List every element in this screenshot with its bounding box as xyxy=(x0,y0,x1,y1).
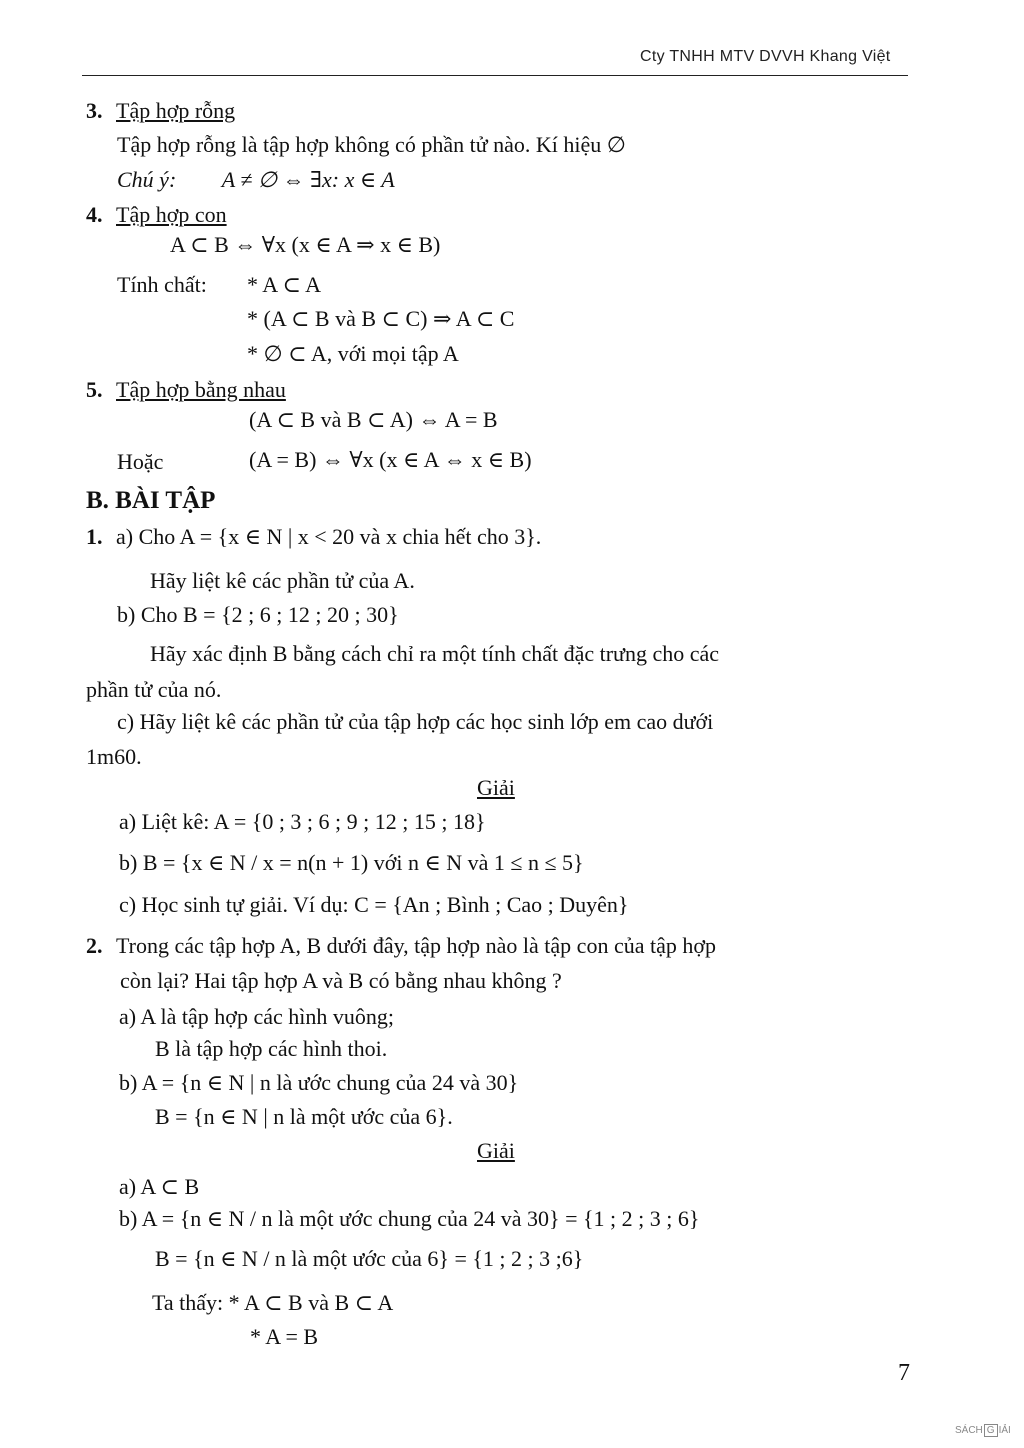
exercise-2-solution-b: b) A = {n ∈ N / n là một ước chung của 24 và 30} = {1 ; 2 ; 3 ; 6} xyxy=(119,1206,700,1231)
section-5-alt-definition: (A = B) ⇔ ∀x (x ∈ A ⇔ x ∈ B) xyxy=(249,447,532,472)
exercise-2-part-a: a) A là tập hợp các hình vuông; xyxy=(119,1004,394,1029)
section-4-property-1: * A ⊂ A xyxy=(247,272,322,297)
section-number: 5. xyxy=(86,377,103,402)
exercise-number: 1. xyxy=(86,524,103,549)
exercise-1-part-b: b) Cho B = {2 ; 6 ; 12 ; 20 ; 30} xyxy=(117,602,399,627)
logo-text-left: SÁCH xyxy=(955,1425,983,1436)
note-label: Chú ý: xyxy=(117,167,177,192)
section-4-definition: A ⊂ B ⇔ ∀x (x ∈ A ⇒ x ∈ B) xyxy=(170,232,441,257)
exercise-text: Trong các tập hợp A, B dưới đây, tập hợp nào là tập con của tập hợp xyxy=(116,933,716,958)
section-5-definition: (A ⊂ B và B ⊂ A) ⇔ A = B xyxy=(249,407,498,432)
section-3-heading xyxy=(86,97,235,125)
exercises-heading: B. BÀI TẬP xyxy=(86,487,216,514)
exercise-1-solution-c: c) Học sinh tự giải. Ví dụ: C = {An ; Bình ; Cao ; Duyên} xyxy=(119,892,629,917)
section-title: Tập hợp con xyxy=(116,202,227,227)
section-3-definition: Tập hợp rỗng là tập hợp không có phần tử nào. Kí hiệu ∅ xyxy=(117,132,626,157)
section-4-property-2: * (A ⊂ B và B ⊂ C) ⇒ A ⊂ C xyxy=(247,306,515,331)
exercise-1-solution-a: a) Liệt kê: A = {0 ; 3 ; 6 ; 9 ; 12 ; 15 ; 18} xyxy=(119,809,486,834)
exercise-2-solution-a: a) A ⊂ B xyxy=(119,1174,200,1199)
exercise-2-part-a-line-2: B là tập hợp các hình thoi. xyxy=(155,1036,388,1061)
exercise-1-part-a xyxy=(86,523,541,551)
logo-text-mid: G xyxy=(984,1424,998,1437)
exercise-2-solution-b-line-4: * A = B xyxy=(250,1324,319,1349)
header-publisher: Cty TNHH MTV DVVH Khang Việt xyxy=(640,48,891,65)
section-5-alt-label: Hoặc xyxy=(117,449,164,474)
section-4-property-label: Tính chất: xyxy=(117,272,207,297)
note-formula: A ≠ ∅ ⇔ ∃x: x ∈ A xyxy=(221,167,395,192)
exercise-2-question xyxy=(86,932,716,960)
header-rule xyxy=(82,75,908,76)
section-5-heading xyxy=(86,376,286,404)
exercise-2-question-line-2: còn lại? Hai tập hợp A và B có bằng nhau không ? xyxy=(120,968,562,993)
exercise-number: 2. xyxy=(86,933,103,958)
exercise-2-solution-title: Giải xyxy=(477,1138,515,1163)
section-4-property-3: * ∅ ⊂ A, với mọi tập A xyxy=(247,341,459,366)
section-4-heading xyxy=(86,201,227,229)
exercise-1-part-c: c) Hãy liệt kê các phần tử của tập hợp các học sinh lớp em cao dưới xyxy=(117,709,714,734)
exercise-text: a) Cho A = {x ∈ N | x < 20 và x chia hết cho 3}. xyxy=(116,524,542,549)
exercise-1-part-b-line-3: phần tử của nó. xyxy=(86,677,222,702)
section-number: 4. xyxy=(86,202,103,227)
exercise-1-part-c-line-2: 1m60. xyxy=(86,744,142,769)
exercise-2-solution-b-line-2: B = {n ∈ N / n là một ước của 6} = {1 ; 2 ; 3 ;6} xyxy=(155,1246,584,1271)
exercise-1-solution-b: b) B = {x ∈ N / x = n(n + 1) với n ∈ N và 1 ≤ n ≤ 5} xyxy=(119,850,584,875)
exercise-2-part-b: b) A = {n ∈ N | n là ước chung của 24 và 30} xyxy=(119,1070,519,1095)
exercise-2-part-b-line-2: B = {n ∈ N | n là một ước của 6}. xyxy=(155,1104,453,1129)
exercise-1-solution-title: Giải xyxy=(477,775,515,800)
exercise-1-part-b-line-2: Hãy xác định B bằng cách chỉ ra một tính chất đặc trưng cho các xyxy=(150,641,720,666)
section-title: Tập hợp rỗng xyxy=(116,98,236,123)
watermark-logo xyxy=(955,1424,1011,1437)
section-number: 3. xyxy=(86,98,103,123)
exercise-1-part-a-line-2: Hãy liệt kê các phần tử của A. xyxy=(150,568,415,593)
section-3-note xyxy=(117,166,395,194)
logo-text-right: IẢI xyxy=(998,1425,1011,1436)
section-title: Tập hợp bằng nhau xyxy=(116,377,286,402)
exercise-2-solution-b-line-3: Ta thấy: * A ⊂ B và B ⊂ A xyxy=(152,1290,394,1315)
page-number: 7 xyxy=(898,1360,910,1386)
